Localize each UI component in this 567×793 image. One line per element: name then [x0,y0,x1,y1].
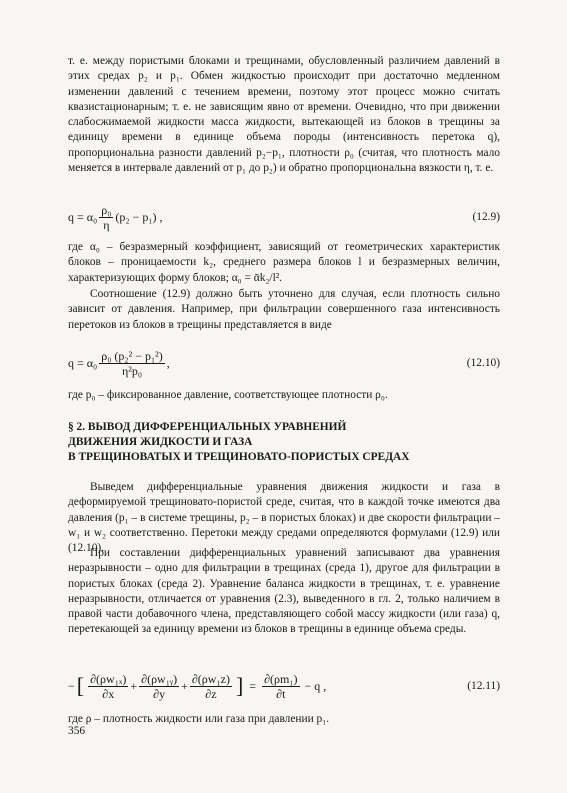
eq-numerator: ∂(ρw₁z) [191,671,230,686]
equals-sign: = [249,678,257,693]
paragraph-derivation: Выведем дифференциальные уравнения движения жидкости и газа в деформируемой трещиновато-пористой среде, считая, что в каждой точке имеются два давления (p₁ – в системе трещины, p₂ – в пористых блоках) и две скорости фильтрации – w₁ и w₂ соответственно. Перетоки между средами определяются формулами (12.9) или (12.10). [68,481,500,555]
eq-numerator: ρ₀ [101,202,112,217]
eq-denominator: ∂z [205,686,217,701]
equation-12-11 [68,664,500,708]
eq-numerator: ∂(ρw₁ᵧ) [141,671,178,686]
eq-fraction [99,203,113,232]
eq-denominator: ∂t [276,686,286,701]
eq-denominator: η [103,217,110,232]
equation-number: (12.11) [467,680,500,692]
equation-12-9 [68,197,500,237]
eq-numerator: ∂(ρm₁) [264,671,298,686]
eq-fraction-y [139,672,179,701]
eq-lhs: q = α₀ [68,355,98,370]
eq-fraction-t [262,672,299,701]
eq-numerator: ρ₀ (p₂² − p₁²) [101,348,163,363]
eq-fraction-x [88,672,128,701]
eq-denominator: ∂x [102,686,115,701]
heading-line: В ТРЕЩИНОВАТЫХ И ТРЕЩИНОВАТО-ПОРИСТЫХ СРЕДАХ [68,451,410,463]
equation-12-10 [68,343,500,383]
eq-minus: − [68,678,75,693]
eq-rhs: , [166,355,170,370]
eq-fraction [99,349,165,378]
equation-number: (12.10) [466,357,500,369]
paragraph-rho-definition: где ρ – плотность жидкости или газа при давлении p₁. [68,713,330,725]
equation-number: (12.9) [472,211,500,223]
heading-line: § 2. ВЫВОД ДИФФЕРЕНЦИАЛЬНЫХ УРАВНЕНИЙ [68,421,347,433]
page-number: 356 [68,725,86,737]
eq-denominator: η²p₀ [121,363,143,378]
eq-fraction-z [190,672,232,701]
paragraph-gas-case: Соотношение (12.9) должно быть уточнено для случая, если плотность сильно зависит от давления. Например, при фильтрации совершенного газа интенсивность перетоков из блоков в трещины представляется в виде [68,288,500,331]
eq-denominator: ∂y [153,686,166,701]
bracket-close: ] [235,673,244,698]
section-heading [68,420,500,465]
paragraph-continuity: При составлении дифференциальных уравнений записывают два уравнения неразрывности – одно для фильтрации в трещинах (среда 1), другое для фильтрации в пористых блоках (среда 2). Уравнение баланса жидкости в трещинах, т. е. уравнение неразрывности, отличается от уравнения (2.3), выведенного в гл. 2, только наличием в правой части добавочного члена, представляющего собой массу жидкости (или газа) q, перетекающей за единицу времени из блоков в трещины в единице объема среды. [68,547,500,636]
eq-lhs: q = α₀ [68,209,98,224]
paragraph-alpha-definition: где α₀ – безразмерный коэффициент, зависящий от геометрических характеристик блоков – проницаемости k₂, среднего размера блоков l и безразмерных величин, характеризующих форму блоков; α₀ = ᾱk₂/l². [68,241,500,284]
plus-sign: + [181,678,188,693]
eq-tail: − q , [304,678,327,693]
bracket-open: [ [76,673,85,698]
plus-sign: + [130,678,138,693]
heading-line: ДВИЖЕНИЯ ЖИДКОСТИ И ГАЗА [68,436,253,448]
eq-rhs: (p₂ − p₁) , [115,209,163,224]
paragraph-intro: т. е. между пористыми блоками и трещинами, обусловленный различием давлений в этих средах p₂ и p₁. Обмен жидкостью происходит при достаточно медленном изменении давлений с течением времени, поэтому этот процесс можно считать квазистационарным; т. е. не зависящим явно от времени. Очевидно, что при движении слабосжимаемой жидкости масса жидкости, вытекающей из блоков в трещины за единицу времени в единице объема породы (интенсивность перетока q), пропорциональна разности давлений p₂−p₁, плотности ρ₀ (считая, что плотность мало меняется в интервале давлений от p₁ до p₂) и обратно пропорциональна вязкости η, т. е. [68,55,500,175]
paragraph-p0-definition: где p₀ – фиксированное давление, соответствующее плотности ρ₀. [68,389,388,401]
eq-numerator: ∂(ρw₁ₓ) [90,671,127,686]
